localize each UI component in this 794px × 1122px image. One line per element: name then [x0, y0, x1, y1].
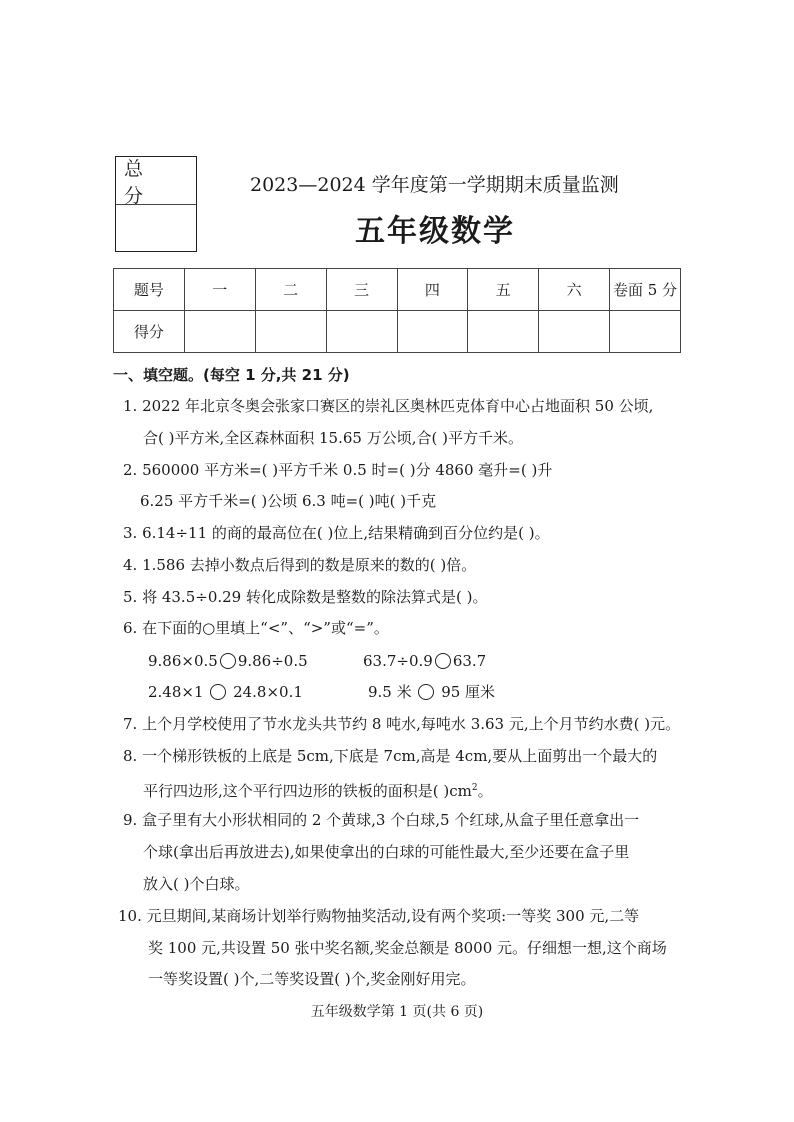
total-score-box: [115, 156, 197, 252]
question-4: 4. 1.586 去掉小数点后得到的数是原来的数的( )倍。: [123, 556, 477, 574]
score-cell: 卷面 5 分: [610, 269, 681, 311]
question-1-line-1: 1. 2022 年北京冬奥会张家口赛区的崇礼区奥林匹克体育中心占地面积 50 公顷,: [123, 397, 654, 415]
score-cell: 一: [184, 269, 255, 311]
question-10-line-2: 奖 100 元,共设置 50 张中奖名额,奖金总额是 8000 元。仔细想一想,这个商场: [148, 939, 667, 957]
compare-item-c: [148, 682, 303, 702]
question-8-end: 。: [477, 782, 493, 800]
score-cell: 题号: [114, 269, 185, 311]
question-9-line-2: 个球(拿出后再放进去),如果使拿出的白球的可能性最大,至少还要在盒子里: [143, 843, 630, 861]
compare-circle: [418, 684, 434, 700]
score-blank-cell: [610, 311, 681, 353]
score-table-header-row: [114, 269, 681, 311]
page-footer: 五年级数学第 1 页(共 6 页): [310, 1004, 484, 1020]
question-7: 7. 上个月学校使用了节水龙头共节约 8 吨水,每吨水 3.63 元,上个月节约水费( )元。: [123, 715, 681, 733]
compare-left: 63.7÷0.9: [363, 652, 433, 670]
question-10-line-3: 一等奖设置( )个,二等奖设置( )个,奖金刚好用完。: [148, 970, 476, 988]
score-cell: 六: [539, 269, 610, 311]
score-cell: 得分: [114, 311, 185, 353]
question-3: 3. 6.14÷11 的商的最高位在( )位上,结果精确到百分位约是( )。: [123, 524, 550, 542]
total-score-label: 总 分: [116, 157, 196, 205]
question-1-line-2: 合( )平方米,全区森林面积 15.65 万公顷,合( )平方千米。: [143, 429, 523, 447]
compare-right: 9.86÷0.5: [237, 652, 308, 670]
compare-circle: [220, 653, 236, 669]
compare-item-a: [148, 651, 308, 671]
compare-circle: [435, 653, 451, 669]
exam-title: 五年级数学: [355, 214, 515, 249]
score-blank-cell: [255, 311, 326, 353]
score-cell: 二: [255, 269, 326, 311]
compare-right: 63.7: [452, 652, 487, 670]
question-2-line-1: 2. 560000 平方米=( )平方千米 0.5 时=( )分 4860 毫升=( )升: [123, 461, 553, 479]
question-6: 6. 在下面的○里填上“<”、“>”或“=”。: [123, 619, 389, 637]
question-9-line-1: 9. 盒子里有大小形状相同的 2 个黄球,3 个白球,5 个红球,从盒子里任意拿出一: [123, 811, 640, 829]
compare-left: 2.48×1: [148, 683, 204, 701]
score-blank-cell: [397, 311, 468, 353]
score-cell: 四: [397, 269, 468, 311]
compare-circle: [210, 684, 226, 700]
question-8-text: 平行四边形,这个平行四边形的铁板的面积是( )cm: [143, 782, 472, 800]
compare-left: 9.86×0.5: [148, 652, 218, 670]
question-10-line-1: 10. 元旦期间,某商场计划举行购物抽奖活动,设有两个奖项:一等奖 300 元,二等: [118, 907, 640, 925]
exam-subtitle: 2023—2024 学年度第一学期期末质量监测: [250, 174, 619, 196]
question-8-line-1: 8. 一个梯形铁板的上底是 5cm,下底是 7cm,高是 4cm,要从上面剪出一个最大的: [123, 747, 658, 765]
squared-superscript: 2: [471, 783, 478, 793]
score-blank-cell: [326, 311, 397, 353]
compare-right: 95 厘米: [441, 683, 496, 701]
score-table-score-row: [114, 311, 681, 353]
question-5: 5. 将 43.5÷0.29 转化成除数是整数的除法算式是( )。: [123, 588, 488, 606]
compare-item-d: [368, 682, 495, 702]
compare-right: 24.8×0.1: [233, 683, 303, 701]
section-heading: 一、填空题。(每空 1 分,共 21 分): [113, 366, 350, 384]
question-9-line-3: 放入( )个白球。: [143, 875, 250, 893]
compare-left: 9.5 米: [368, 683, 412, 701]
score-blank-cell: [539, 311, 610, 353]
score-blank-cell: [468, 311, 539, 353]
score-table: [113, 268, 681, 353]
compare-item-b: [363, 651, 486, 671]
question-8-line-2: [143, 778, 493, 801]
score-cell: 三: [326, 269, 397, 311]
score-blank-cell: [184, 311, 255, 353]
score-cell: 五: [468, 269, 539, 311]
question-2-line-2: 6.25 平方千米=( )公顷 6.3 吨=( )吨( )千克: [140, 492, 437, 510]
